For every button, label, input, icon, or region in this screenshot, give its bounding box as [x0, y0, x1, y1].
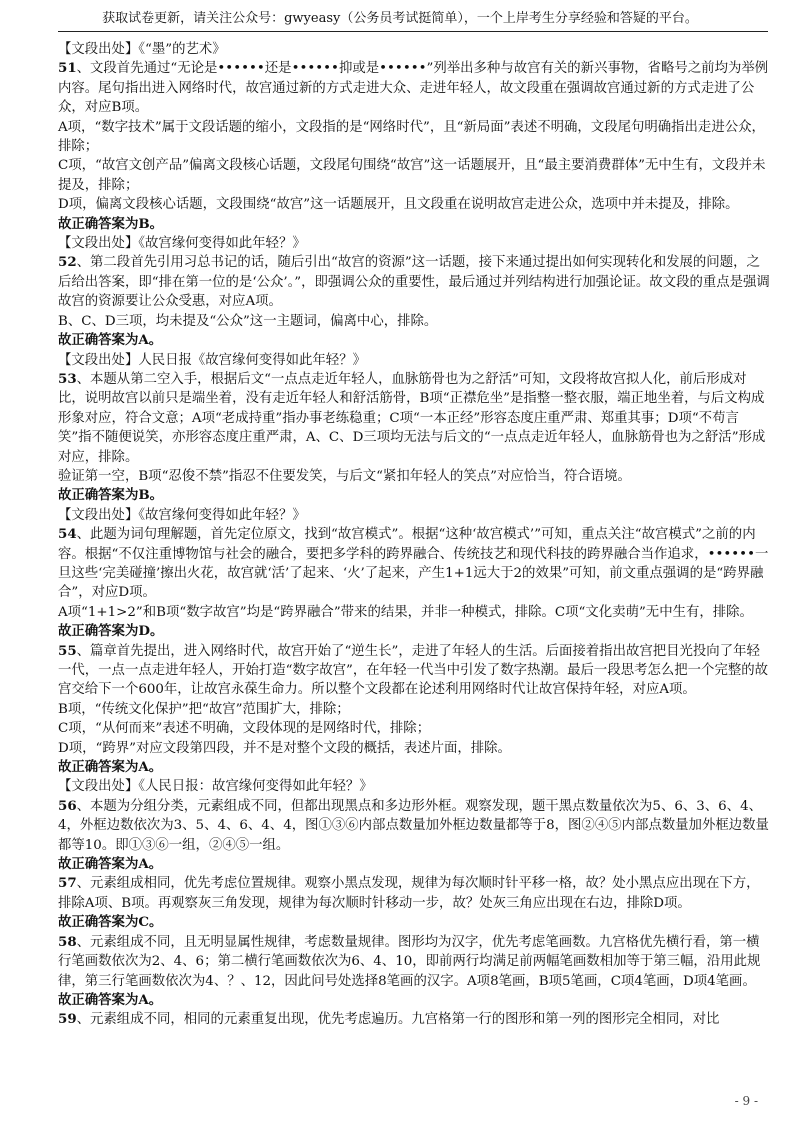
question-text: 、元素组成相同，优先考虑位置规律。观察小黑点发现，规律为每次顺时针平移一格，故？处小黑点应出现在下方，排除A项、B项。再观察灰三角发现，规律为每次顺时针移动一步，故？处灰三角应出现在右边，排除D项。 — [58, 876, 760, 911]
explanation-text: C项，“从何而来”表述不明确，文段体现的是网络时代，排除； — [58, 721, 431, 737]
explanation-text: A项，“数字技术”属于文段话题的缩小，文段指的是“网络时代”，且“新局面”表述不明确，文段尾句明确指出走进公众，排除； — [58, 119, 765, 155]
question-57 — [58, 874, 770, 913]
question-52 — [58, 253, 770, 311]
answer-line: 故正确答案为C。 — [58, 914, 163, 931]
question-number: 53 — [58, 370, 77, 387]
question-text: 、第二段首先引用习总书记的话，随后引出“故宫的资源”这一话题，接下来通过提出如何实现转化和发展的问题，之后给出答案，即“排在第一位的是‘公众’。”，即强调公众的重要性，最后通过并列结构进行加强论证。故文段的重点是强调故宫的资源要让公众受惠，对应A项。 — [58, 255, 770, 310]
question-text: 、文段首先通过“无论是••••••还是••••••抑或是••••••”列举出多种与故宫有关的新兴事物，省略号之前均为举例内容。尾句指出进入网络时代，故宫通过新的方式走进大众、走进年轻人，故文段重在强调故宫通过新的方式走进了公众，对应B项。 — [58, 61, 769, 116]
question-number: 57 — [58, 875, 77, 892]
answer-line: 故正确答案为B。 — [58, 487, 164, 504]
question-55 — [58, 642, 770, 700]
page-header: 获取试卷更新，请关注公众号：gwyeasy（公务员考试挺简单），一个上岸考生分享经验和答疑的平台。 — [102, 11, 698, 26]
explanation-text: D项，偏离文段核心话题，文段围绕“故宫”这一话题展开，且文段重在说明故宫走进公众，选项中并未提及，排除。 — [58, 197, 739, 213]
answer-line: 故正确答案为A。 — [58, 856, 163, 873]
question-text: 、此题为词句理解题，首先定位原文，找到“故宫模式”。根据“这种‘故宫模式’”可知，重点关注“故宫模式”之前的内容。根据“不仅注重博物馆与社会的融合，要把多学科的跨界融合、传统技艺和现代科技的跨界融合当作追求，••••••一旦这些‘完美碰撞’擦出火花，故宫就‘活’了起来、‘火’了起来，产生1+1远大于2的效果”可知，前文重点强调的是“跨界融合”，对应D项。 — [58, 527, 769, 601]
explanation-text: C项，“故宫文创产品”偏离文段核心话题，文段尾句围绕“故宫”这一话题展开，且“最主要消费群体”无中生有，文段并未提及，排除； — [58, 158, 766, 193]
explanation-text: B、C、D三项，均未提及“公众”这一主题词，偏离中心，排除。 — [58, 313, 438, 329]
answer-line: 故正确答案为D。 — [58, 623, 164, 640]
answer-line: 故正确答案为A。 — [58, 332, 163, 349]
explanation-text: D项，“跨界”对应文段第四段，并不是对整个文段的概括，表述片面，排除。 — [58, 740, 511, 756]
question-58 — [58, 933, 770, 991]
question-number: 55 — [58, 642, 77, 659]
answer-line: 故正确答案为A。 — [58, 759, 163, 776]
question-number: 56 — [58, 797, 77, 814]
explanation-text: B项，“传统文化保护”把“故宫”范围扩大，排除； — [58, 701, 350, 717]
question-53 — [58, 370, 770, 467]
document-body — [58, 40, 770, 1030]
question-59 — [58, 1010, 770, 1029]
question-56 — [58, 797, 770, 855]
question-number: 59 — [58, 1011, 77, 1028]
page-number: - 9 - — [734, 1094, 758, 1108]
source-line: 【文段出处】《“墨”的艺术》 — [58, 42, 226, 57]
source-line: 【文段出处】《故宫缘何变得如此年轻？》 — [58, 507, 306, 523]
question-text: 、篇章首先提出，进入网络时代，故宫开始了“逆生长”，走进了年轻人的生活。后面接着指出故宫把目光投向了年轻一代，一点一点走进年轻人，开始打造“数字故宫”，在年轻一代当中引发了数字热潮。最后一段思考怎么把一个完整的故宫交给下一个600年，让故宫永葆生命力。所以整个文段都在论述利用网络时代让故宫保持年轻，对应A项。 — [58, 643, 768, 698]
source-line: 【文段出处】人民日报《故宫缘何变得如此年轻？》 — [58, 352, 366, 368]
question-number: 58 — [58, 933, 77, 950]
source-line: 【文段出处】《故宫缘何变得如此年轻？》 — [58, 236, 306, 252]
question-number: 51 — [58, 60, 77, 77]
question-51 — [58, 59, 770, 117]
question-text: 、本题为分组分类，元素组成不同，但都出现黑点和多边形外框。观察发现，题干黑点数量依次为5、6、3、6、4、4，外框边数依次为3、5、4、6、4、4，图①③⑥内部点数量加外框边数量都等于8，图②④⑤内部点数量加外框边数量都等10。即①③⑥一组，②④⑤一组。 — [58, 798, 769, 853]
question-number: 54 — [58, 526, 77, 543]
question-text: 、元素组成不同，且无明显属性规律，考虑数量规律。图形均为汉字，优先考虑笔画数。九宫格优先横行看，第一横行笔画数依次为2、4、6；第二横行笔画数依次为6、4、10，即前两行均满足前两幅笔画数相加等于第三幅，沿用此规律，第三行笔画数依次为4、？、12，因此问号处选择8笔画的汉字。A项8笔画，B项5笔画，C项4笔画，D项4笔画。 — [58, 934, 761, 989]
question-number: 52 — [58, 254, 77, 271]
answer-line: 故正确答案为B。 — [58, 215, 164, 232]
explanation-text: A项“1+1>2”和B项“数字故宫”均是“跨界融合”带来的结果，并非一种模式，排除。C项“文化卖萌”无中生有，排除。 — [58, 604, 753, 620]
question-54 — [58, 525, 770, 603]
source-line: 【文段出处】《人民日报：故宫缘何变得如此年轻？》 — [58, 779, 373, 795]
answer-line: 故正确答案为A。 — [58, 991, 163, 1008]
explanation-text: 验证第一空，B项“忍俊不禁”指忍不住要发笑，与后文“紧扣年轻人的笑点”对应恰当，符合语境。 — [58, 468, 631, 484]
question-text: 、元素组成不同，相同的元素重复出现，优先考虑遍历。九宫格第一行的图形和第一列的图形完全相同，对比 — [76, 1012, 720, 1028]
question-text: 、本题从第二空入手，根据后文“一点点走近年轻人，血脉筋骨也为之舒活”可知，文段将故宫拟人化，前后形成对比，说明故宫以前只是端坐着，没有走近年轻人和舒活筋骨，B项“正襟危坐”是指整一整衣服，端正地坐着，与后文构成形象对应，符合文意；A项“老成持重”指办事老练稳重；C项“一本正经”形容态度庄重严肃、郑重其事；D项“不苟言笑”指不随便说笑，亦形容态度庄重严肃，A、C、D三项均无法与后文的“一点点走近年轻人，血脉筋骨也为之舒活”形成对应，排除。 — [58, 371, 766, 465]
header-divider — [58, 31, 768, 32]
